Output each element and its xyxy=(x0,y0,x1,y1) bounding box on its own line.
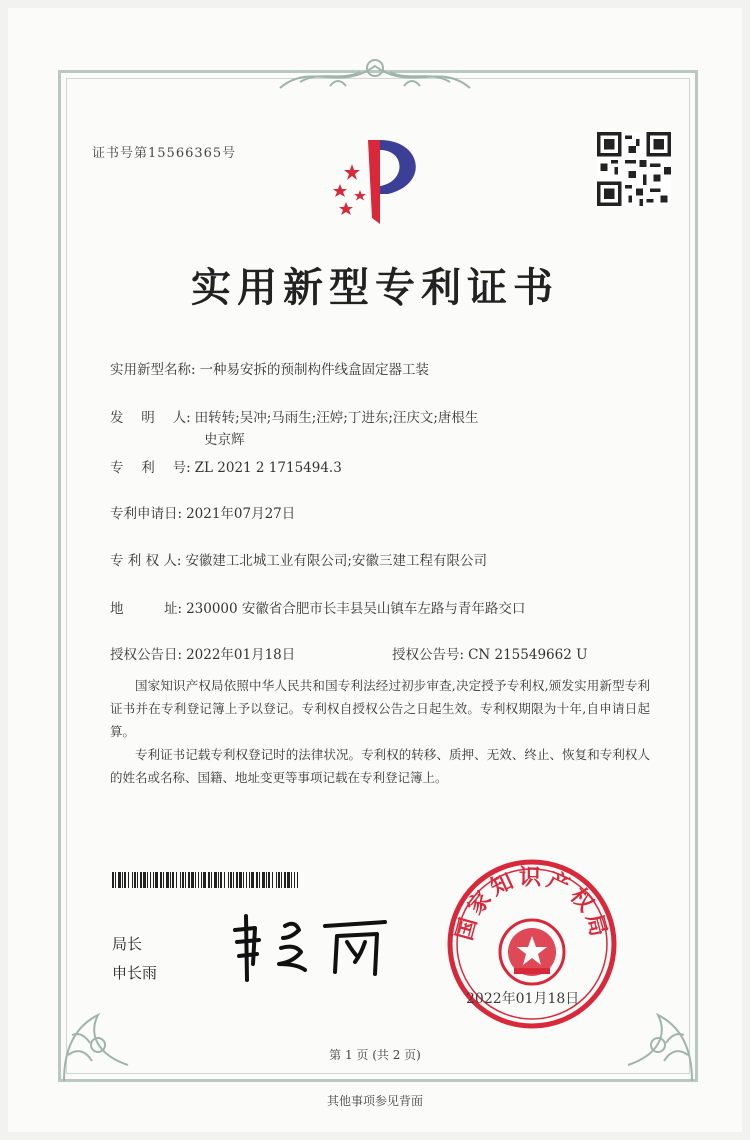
corner-ornament-icon xyxy=(270,52,480,96)
patent-office-logo-icon xyxy=(322,132,432,232)
signer-title: 局长 xyxy=(112,935,143,953)
inventor-continuation: 史京辉 xyxy=(204,432,245,448)
field-value: 230000 安徽省合肥市长丰县吴山镇车左路与青年路交口 xyxy=(186,601,526,617)
field-label: 发 明 人: xyxy=(110,410,191,426)
field-value: 安徽建工北城工业有限公司;安徽三建工程有限公司 xyxy=(185,553,487,569)
corner-ornament-icon xyxy=(608,985,698,1085)
inventor-row xyxy=(110,406,478,426)
field-value: ZL 2021 2 1715494.3 xyxy=(194,460,342,476)
legal-status-note: 专利证书记载专利权登记时的法律状况。专利权的转移、质押、无效、终止、恢复和专利权人的姓名或名称、国籍、地址变更等事项记载在专利登记簿上。 xyxy=(110,747,650,785)
field-value: 田转转;吴冲;马雨生;汪婷;丁进东;汪庆文;唐根生 xyxy=(194,410,479,426)
seal-text: 国家知识产权局 xyxy=(452,865,612,944)
qr-code-icon xyxy=(597,132,671,206)
utility-model-name-row xyxy=(110,358,429,378)
field-value: 2022年01月18日 xyxy=(186,647,296,663)
field-value: 一种易安拆的预制构件线盒固定器工装 xyxy=(199,362,430,378)
field-value: 2021年07月27日 xyxy=(186,506,296,522)
corner-ornament-icon xyxy=(58,985,148,1085)
grant-number-row xyxy=(392,643,587,663)
field-label: 专 利 权 人: xyxy=(110,553,182,569)
grant-date-row xyxy=(110,643,295,663)
address-row xyxy=(110,597,525,617)
footer-note: 其他事项参见背面 xyxy=(326,1094,423,1108)
patentee-row xyxy=(110,549,487,569)
field-label: 授权公告号: xyxy=(392,647,465,663)
field-label: 实用新型名称: xyxy=(110,362,196,378)
seal-date: 2022年01月18日 xyxy=(466,991,580,1007)
field-label: 授权公告日: xyxy=(110,647,183,663)
page-number: 第 1 页 (共 2 页) xyxy=(329,1048,421,1062)
field-value: CN 215549662 U xyxy=(468,647,588,663)
signature-icon xyxy=(225,912,395,982)
patent-number-row xyxy=(110,456,342,476)
filing-date-row xyxy=(110,502,295,522)
barcode-icon xyxy=(112,872,298,888)
field-label: 专利申请日: xyxy=(110,506,183,522)
signer-name: 申长雨 xyxy=(112,964,158,982)
field-label: 地 址: xyxy=(110,601,183,617)
certificate-number: 证书号第15566365号 xyxy=(92,146,237,161)
field-label: 专 利 号: xyxy=(110,460,191,476)
certificate-title: 实用新型专利证书 xyxy=(191,264,559,311)
certificate-statement: 国家知识产权局依照中华人民共和国专利法经过初步审查,决定授予专利权,颁发实用新型专利证书并在专利登记簿上予以登记。专利权自授权公告之日起生效。专利权期限为十年,自申请日起算。 xyxy=(110,678,650,739)
